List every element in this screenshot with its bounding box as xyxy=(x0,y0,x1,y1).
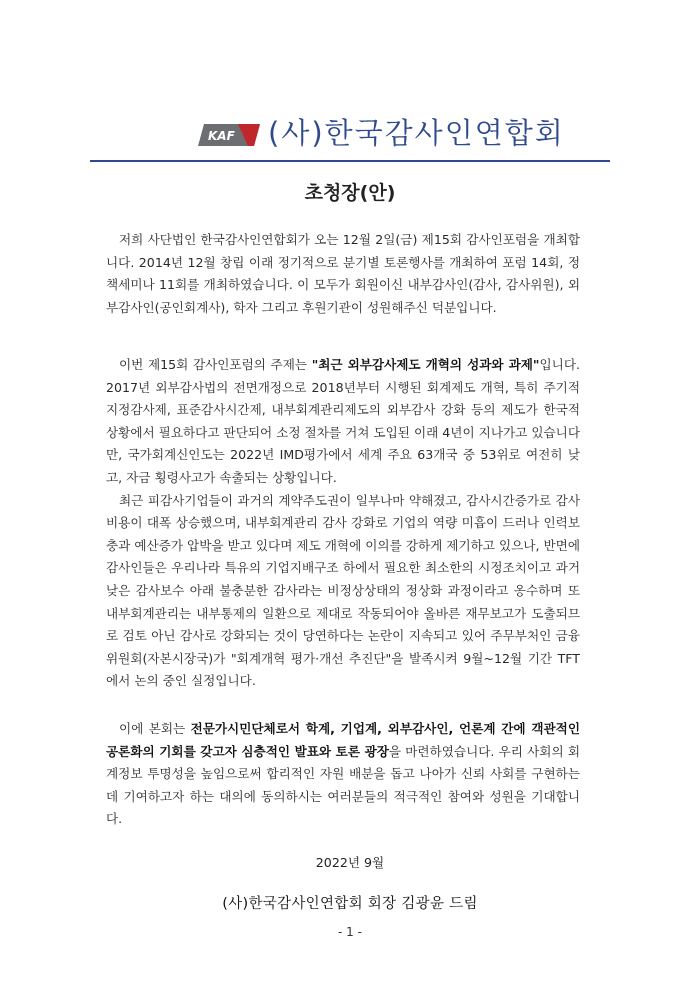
paragraph-1-text: 저희 사단법인 한국감사인연합회가 오는 12월 2일(금) 제15회 감사인포럼을 개최합니다. 2014년 12월 창립 이래 정기적으로 분기별 토론행사를 개최하여 포럼 14회, 정책세미나 11회를 개최하였습니다. 이 모두가 회원이신 내부감사인(감사, 감사위원), 외부감사인(공인회계사), 학자 그리고 후원기관이 성원해주신 덕분입니다. xyxy=(106,232,580,315)
paragraph-3-text xyxy=(106,718,580,831)
signature-line: (사)한국감사인연합회 회장 김광윤 드림 xyxy=(222,896,478,912)
paragraph-2b-text: 최근 피감사기업들이 과거의 계약주도권이 일부나마 약해졌고, 감사시간증가로 감사비용이 대폭 상승했으며, 내부회계관리 감사 강화로 기업의 역량 미흡이 드러나 인력보충과 예산증가 압박을 받고 있다며 제도 개혁에 이의를 강하게 제기하고 있으나, 반면에 감사인들은 우리나라 특유의 기업지배구조 하에서 필요한 최소한의 시정조치이고 과거 낮은 감사보수 아래 불충분한 감사라는 비정상상태의 정상화 과정이라고 옹수하며 또 내부회계관리는 내부통제의 일환으로 제대로 작동되어야 올바른 재무보고가 도출되므로 검토 아닌 감사로 강화되는 것이 당연하다는 논란이 지속되고 있어 주무부처인 금융위원회(자본시장국)가 "회계개혁 평가·개선 추진단"을 발족시켜 9월~12월 기간 TFT에서 논의 중인 실정입니다. xyxy=(106,492,580,689)
paragraph-3 xyxy=(106,718,580,831)
paragraph-2 xyxy=(106,354,580,693)
document-title: 초청장(안) xyxy=(304,182,396,204)
paragraph-2-text xyxy=(106,354,580,490)
page-number: - 1 - xyxy=(338,925,362,939)
header-divider xyxy=(90,160,610,162)
para2-intro: 이번 제15회 감사인포럼의 주제는 xyxy=(119,357,312,372)
kaf-logo xyxy=(198,120,266,150)
para3-body: 을 마련하였습니다. 우리 사회의 회계정보 투명성을 높임으로써 합리적인 자원 배분을 돕고 나아가 신뢰 사회를 구현하는데 기여하고자 하는 대의에 동의하시는 여러분들의 적극적인 참여와 성원을 기대합니다. xyxy=(106,743,580,827)
paragraph-1 xyxy=(106,229,580,319)
para3-emphasis: 전문가시민단체로서 학계, 기업계, 외부감사인, 언론계 간에 객관적인 공론화의 기회를 갖고자 심층적인 발표와 토론 광장 xyxy=(106,721,581,759)
logo-text: KAF xyxy=(208,129,235,143)
forum-topic: "최근 외부감사제도 개혁의 성과와 과제" xyxy=(311,357,540,372)
letterhead xyxy=(90,112,610,162)
para3-intro: 이에 본회는 xyxy=(119,721,191,736)
org-title: (사)한국감사인연합회 xyxy=(268,116,565,150)
letter-date: 2022년 9월 xyxy=(315,855,385,870)
para2-body: 입니다. 2017년 외부감사법의 전면개정으로 2018년부터 시행된 회계제도 개혁, 특히 주기적 지정감사제, 표준감사시간제, 내부회계관리제도의 외부감사 강화 등의 제도가 한국적 상황에서 필요하다고 판단되어 소정 절차를 거쳐 도입된 이래 4년이 지나가고 있습니다만, 국가회계신인도는 2022년 IMD평가에서 세계 주요 63개국 중 53위로 여전히 낮고, 자금 횡령사고가 속출되는 상황입니다. xyxy=(106,357,580,485)
